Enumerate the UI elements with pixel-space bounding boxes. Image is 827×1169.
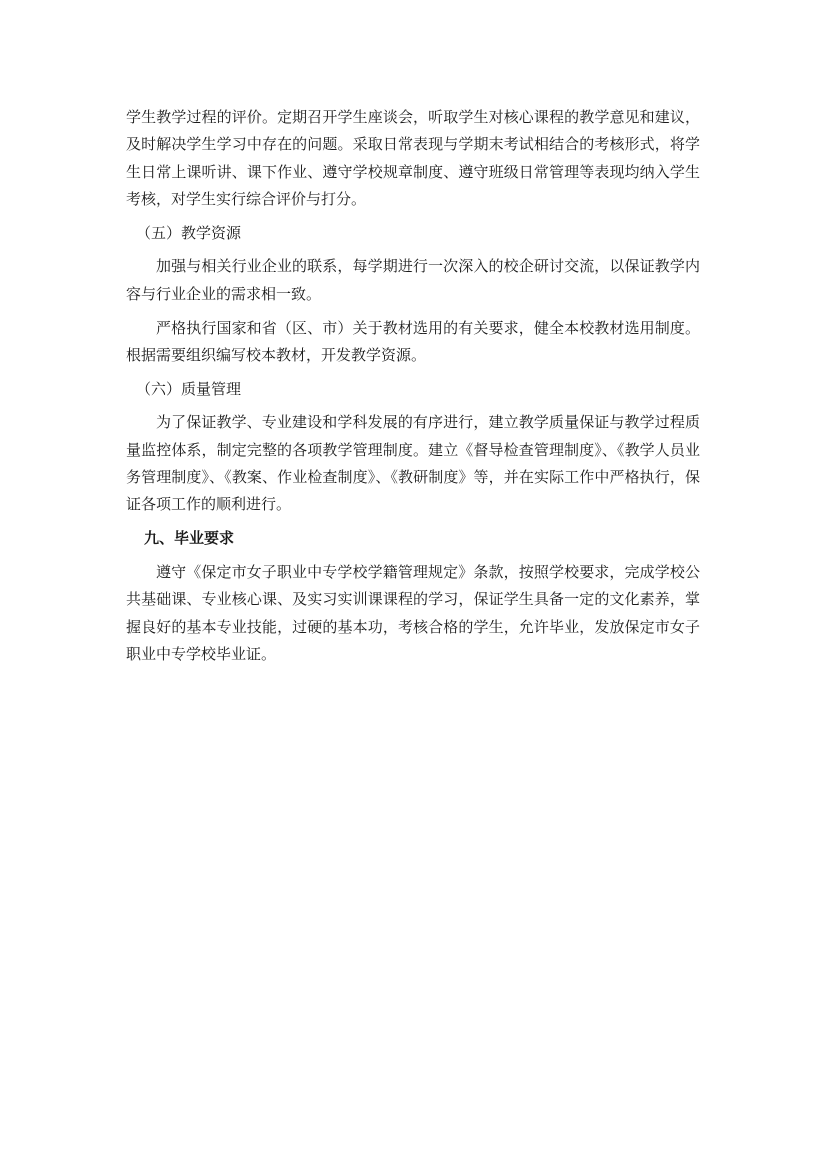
section-six-paragraph: 为了保证教学、专业建设和学科发展的有序进行，建立教学质量保证与教学过程质量监控体系，制定完整的各项教学管理制度。建立《督导检查管理制度》、《教学人员业务管理制度》、《教案、作业检查制度》、《教研制度》等，并在实际工作中严格执行，保证各项工作的顺利进行。: [126, 413, 700, 514]
section-six-title: （六）质量管理: [136, 379, 242, 398]
section-five-title: （五）教学资源: [136, 223, 242, 242]
chapter-nine-title: 九、毕业要求: [144, 529, 235, 548]
evaluation-paragraph: 学生教学过程的评价。定期召开学生座谈会，听取学生对核心课程的教学意见和建议，及时解决学生学习中存在的问题。采取日常表现与学期末考试相结合的考核形式，将学生日常上课听讲、课下作业、遵守学校规章制度、遵守班级日常管理等表现均纳入学生考核，对学生实行综合评价与打分。: [126, 108, 700, 208]
document-body: [126, 104, 700, 675]
chapter-nine-paragraph: 遵守《保定市女子职业中专学校学籍管理规定》条款，按照学校要求，完成学校公共基础课、专业核心课、及实习实训课课程的学习，保证学生具备一定的文化素养，掌握良好的基本专业技能，过硬的基本功，考核合格的学生，允许毕业，发放保定市女子职业中专学校毕业证。: [126, 562, 700, 663]
section-five-paragraph-1: 加强与相关行业企业的联系，每学期进行一次深入的校企研讨交流，以保证教学内容与行业企业的需求相一致。: [126, 257, 700, 303]
section-five-paragraph-2: 严格执行国家和省（区、市）关于教材选用的有关要求，健全本校教材选用制度。根据需要组织编写校本教材，开发教学资源。: [126, 318, 700, 364]
